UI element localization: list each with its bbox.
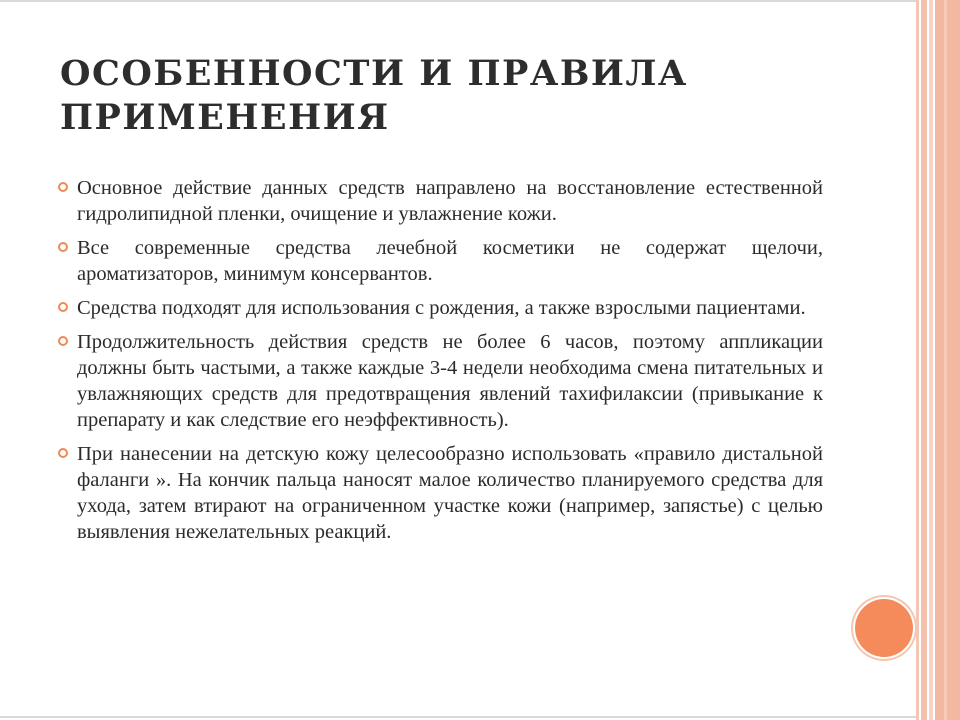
bullet-text: Средства подходят для использования с рождения, а также взрослыми пациентами. [77,297,806,319]
bullet-list [57,175,823,553]
bullet-text: При нанесении на детскую кожу целесообразно использовать «правило дистальной фаланги ». На кончик пальца наносят малое количество планируемого средства для ухода, затем втирают на ограниченном участке кожи (например, запястье) с целью выявления нежелательных реакций. [77,443,823,543]
ring-bullet-icon [58,302,68,312]
ring-bullet-icon [58,448,68,458]
list-item [57,235,823,287]
decorative-stripe [935,0,960,720]
bullet-text: Продолжительность действия средств не более 6 часов, поэтому аппликации должны быть частыми, а также каждые 3-4 недели необходима смена питательных и увлажняющих средств для предотвращения явлений тахифилаксии (привыкание к препарату и как следствие его неэффективность). [77,331,823,431]
decorative-stripe [916,0,919,720]
orange-circle-decoration [855,599,913,657]
bullet-text: Основное действие данных средств направлено на восстановление естественной гидролипидной пленки, очищение и увлажнение кожи. [77,177,823,225]
frame-top-border [0,0,916,2]
ring-bullet-icon [58,182,68,192]
list-item [57,175,823,227]
slide-title: ОСОБЕННОСТИ И ПРАВИЛА ПРИМЕНЕНИЯ [60,53,688,138]
list-item [57,329,823,433]
decorative-stripe [944,0,947,720]
ring-bullet-icon [58,242,68,252]
frame-bottom-border [0,716,916,718]
ring-bullet-icon [58,336,68,346]
decorative-stripe [921,0,927,720]
decorative-stripe [929,0,933,720]
bullet-text: Все современные средства лечебной косметики не содержат щелочи, ароматизаторов, минимум консервантов. [77,237,823,285]
list-item [57,441,823,545]
list-item [57,295,823,321]
